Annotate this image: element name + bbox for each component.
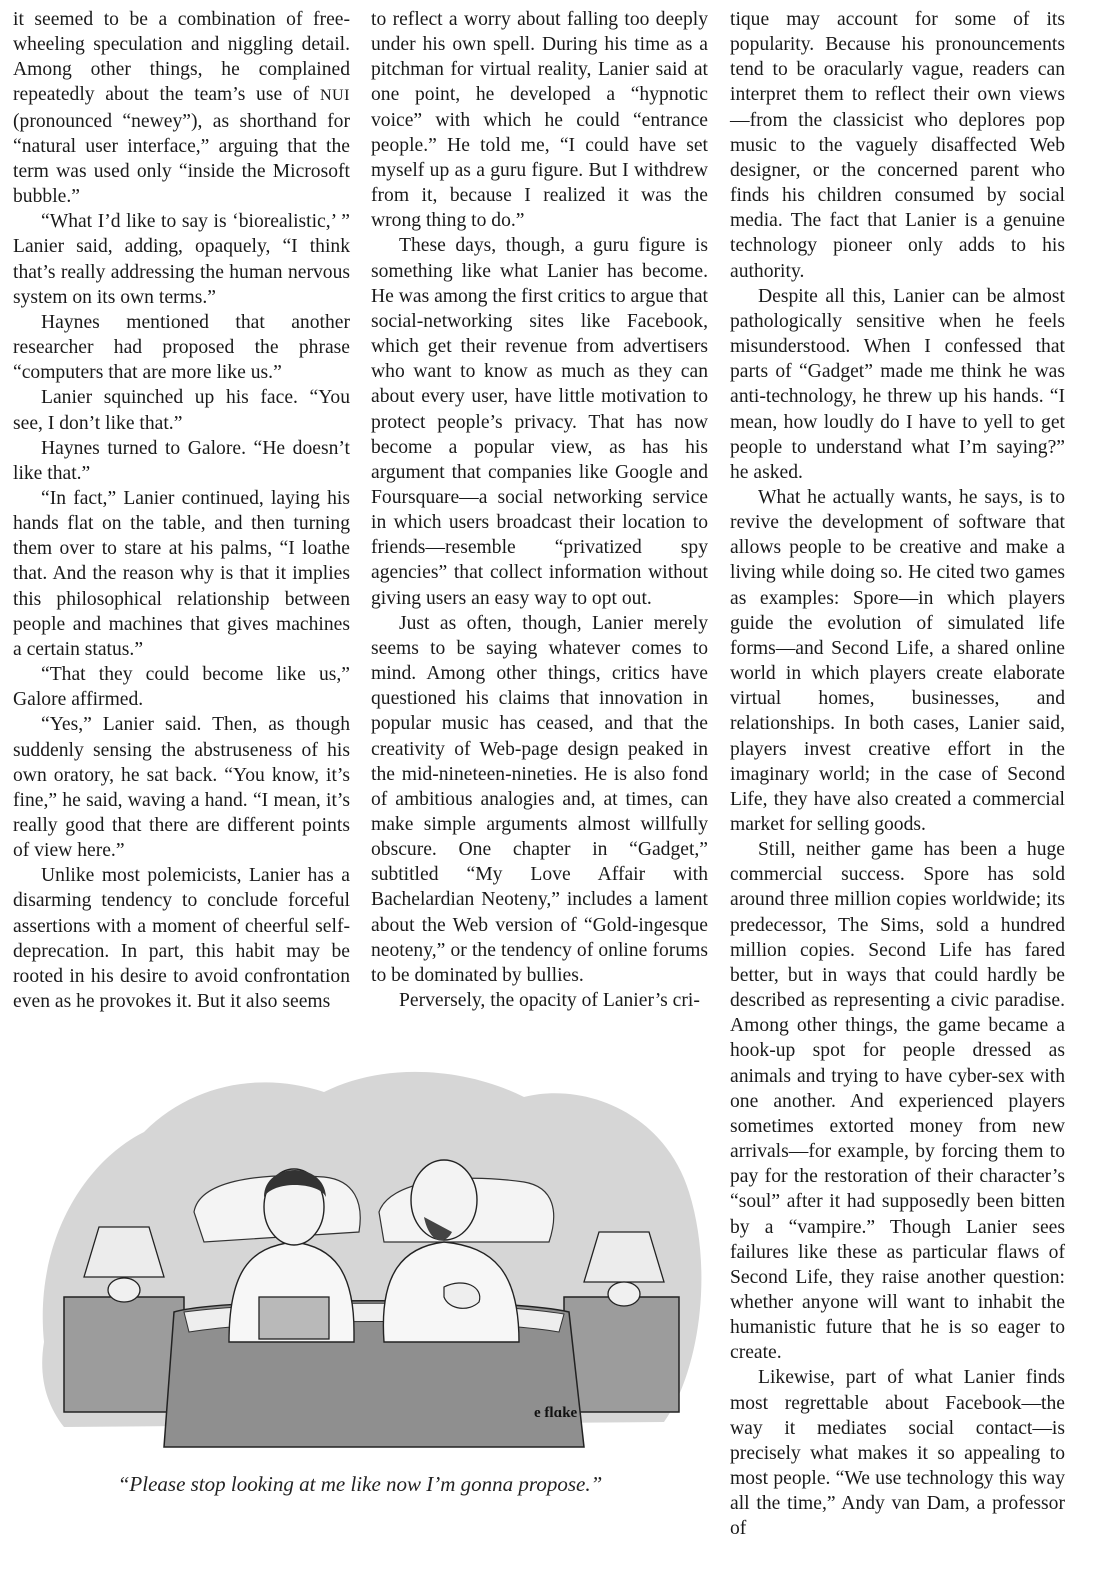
paragraph: “That they could become like us,” Galore affirmed. bbox=[13, 664, 350, 711]
paragraph: to reflect a worry about falling too deeply under his own spell. During his time as a pitchman for virtual reality, Lanier said at one point, he developed a “hypnotic voice” with which he could “entrance people.” He told me, “I could have set myself up as a guru figure. But I withdrew from it, because I realized it was the wrong thing to do.” bbox=[371, 9, 708, 232]
paragraph: “What I’d like to say is ‘biorealistic,’ ” Lanier said, adding, opaquely, “I think that’s really addressing the human nervous system on its own terms.” bbox=[13, 211, 350, 308]
nightstand-right bbox=[564, 1297, 679, 1412]
paragraph: it seemed to be a combination of free-wheeling speculation and niggling detail. Among other things, he complained repeatedly about the team’s use of NUI (pronounced “newey”), as shorthand for “natural user interface,” arguing that the term was used only “inside the Microsoft bubble.” bbox=[13, 9, 350, 208]
paragraph: These days, though, a guru figure is something like what Lanier has become. He was among the first critics to argue that social-networking sites like Facebook, which get their revenue from advertisers who want to know as much as they can about every user, have little motivation to protect people’s privacy. That has now become a popular view, as has his argument that companies like Google and Foursquare—a social networking service in which users broadcast their location to friends—resemble “privatized spy agencies” that collect information without giving users an easy way to opt out. bbox=[371, 235, 708, 609]
paragraph: Haynes mentioned that another researcher had proposed the phrase “computers that are more like us.” bbox=[13, 311, 350, 384]
article-column-1 bbox=[13, 7, 350, 1014]
paragraph: Unlike most polemicists, Lanier has a disarming tendency to conclude forceful assertions with a moment of cheerful self-deprecation. In part, this habit may be rooted in his desire to avoid confrontation even as he provokes it. But it also seems bbox=[13, 865, 350, 1013]
cartoon-illustration bbox=[24, 1042, 714, 1467]
paragraph: tique may account for some of its popularity. Because his pronouncements tend to be oracularly vague, readers can interpret them to reflect their own views—from the classicist who deplores pop music to the vaguely disaffected Web designer, or the concerned parent who finds his children consumed by social media. The fact that Lanier is a genuine technology pioneer only adds to his authority. bbox=[730, 9, 1065, 282]
lamp-base-left bbox=[108, 1278, 140, 1302]
cartoon-signature: e flɑke bbox=[534, 1405, 578, 1421]
paragraph: Just as often, though, Lanier merely seems to be saying whatever comes to mind. Among other things, critics have questioned his claims that innovation in popular music has ceased, and that the creativity of Web-page design peaked in the mid-nineteen-nineties. He is also fond of ambitious analogies and, at times, can make simple arguments almost willfully obscure. One chapter in “Gadget,” subtitled “My Love Affair with Bachelardian Neoteny,” includes a lament about the Web version of “Gold-ingesque neoteny,” or the tendency of online forums to be dominated by bullies. bbox=[371, 612, 708, 986]
paragraph: Haynes turned to Galore. “He doesn’t like that.” bbox=[13, 437, 350, 484]
man-right-hands bbox=[444, 1283, 480, 1308]
cartoon-caption: “Please stop looking at me like now I’m gonna propose.” bbox=[117, 1472, 603, 1496]
paragraph: What he actually wants, he says, is to revive the development of software that allows people to be creative and make a living while doing so. He cited two games as examples: Spore—in which players guide the evolution of simulated life forms—and Second Life, a shared online world in which players create elaborate virtual homes, businesses, and relationships. In both cases, Lanier said, players invest creative effort in the imaginary world; in the case of Second Life, they have also created a commercial market for selling goods. bbox=[730, 486, 1065, 835]
paragraph: “Yes,” Lanier said. Then, as though suddenly sensing the abstruseness of his own oratory, he sat back. “You know, it’s fine,” he said, waving a hand. “I mean, it’s really good that there are different points of view here.” bbox=[13, 714, 350, 862]
paragraph: Despite all this, Lanier can be almost pathologically sensitive when he feels misunderstood. When I confessed that parts of “Gadget” made me think he was anti-technology, he threw up his hands. “I mean, how loudly do I have to yell to get people to understand what I’m saying?” he asked. bbox=[730, 285, 1065, 483]
nightstand-left bbox=[64, 1297, 184, 1412]
article-column-2 bbox=[371, 7, 708, 1013]
lamp-base-right bbox=[608, 1282, 640, 1306]
paragraph: Likewise, part of what Lanier finds most regrettable about Facebook—the way it mediates social contact—is precisely what makes it so appealing to most people. “We use technology this way all the time,” Andy van Dam, a professor of bbox=[730, 1367, 1065, 1540]
book bbox=[259, 1297, 329, 1339]
paragraph: Perversely, the opacity of Lanier’s cri- bbox=[399, 990, 700, 1012]
paragraph: Lanier squinched up his face. “You see, I don’t like that.” bbox=[13, 387, 350, 434]
nui-acronym: NUI bbox=[319, 87, 350, 105]
paragraph: “In fact,” Lanier continued, laying his hands flat on the table, and then turning them over to stare at his palms, “I loathe that. And the reason why is that it implies this philosophical relationship between people and machines that gives machines a certain status.” bbox=[13, 487, 350, 660]
article-column-3 bbox=[730, 7, 1065, 1542]
paragraph: Still, neither game has been a huge commercial success. Spore has sold around three million copies worldwide; its predecessor, The Sims, sold a hundred million copies. Second Life has fared better, but in ways that could hardly be described as representing a civic paradise. Among other things, the game became a hook-up spot for people dressed as animals and trying to have cyber-sex with one another. And experienced players sometimes extorted money from new arrivals—for example, by forcing them to pay for the restoration of their character’s “soul” after it had supposedly been bitten by a “vampire.” Though Lanier sees failures like these as particular flaws of Second Life, they raise another question: whether anyone will want to inhabit the humanistic future that he is so eager to create. bbox=[730, 839, 1065, 1364]
